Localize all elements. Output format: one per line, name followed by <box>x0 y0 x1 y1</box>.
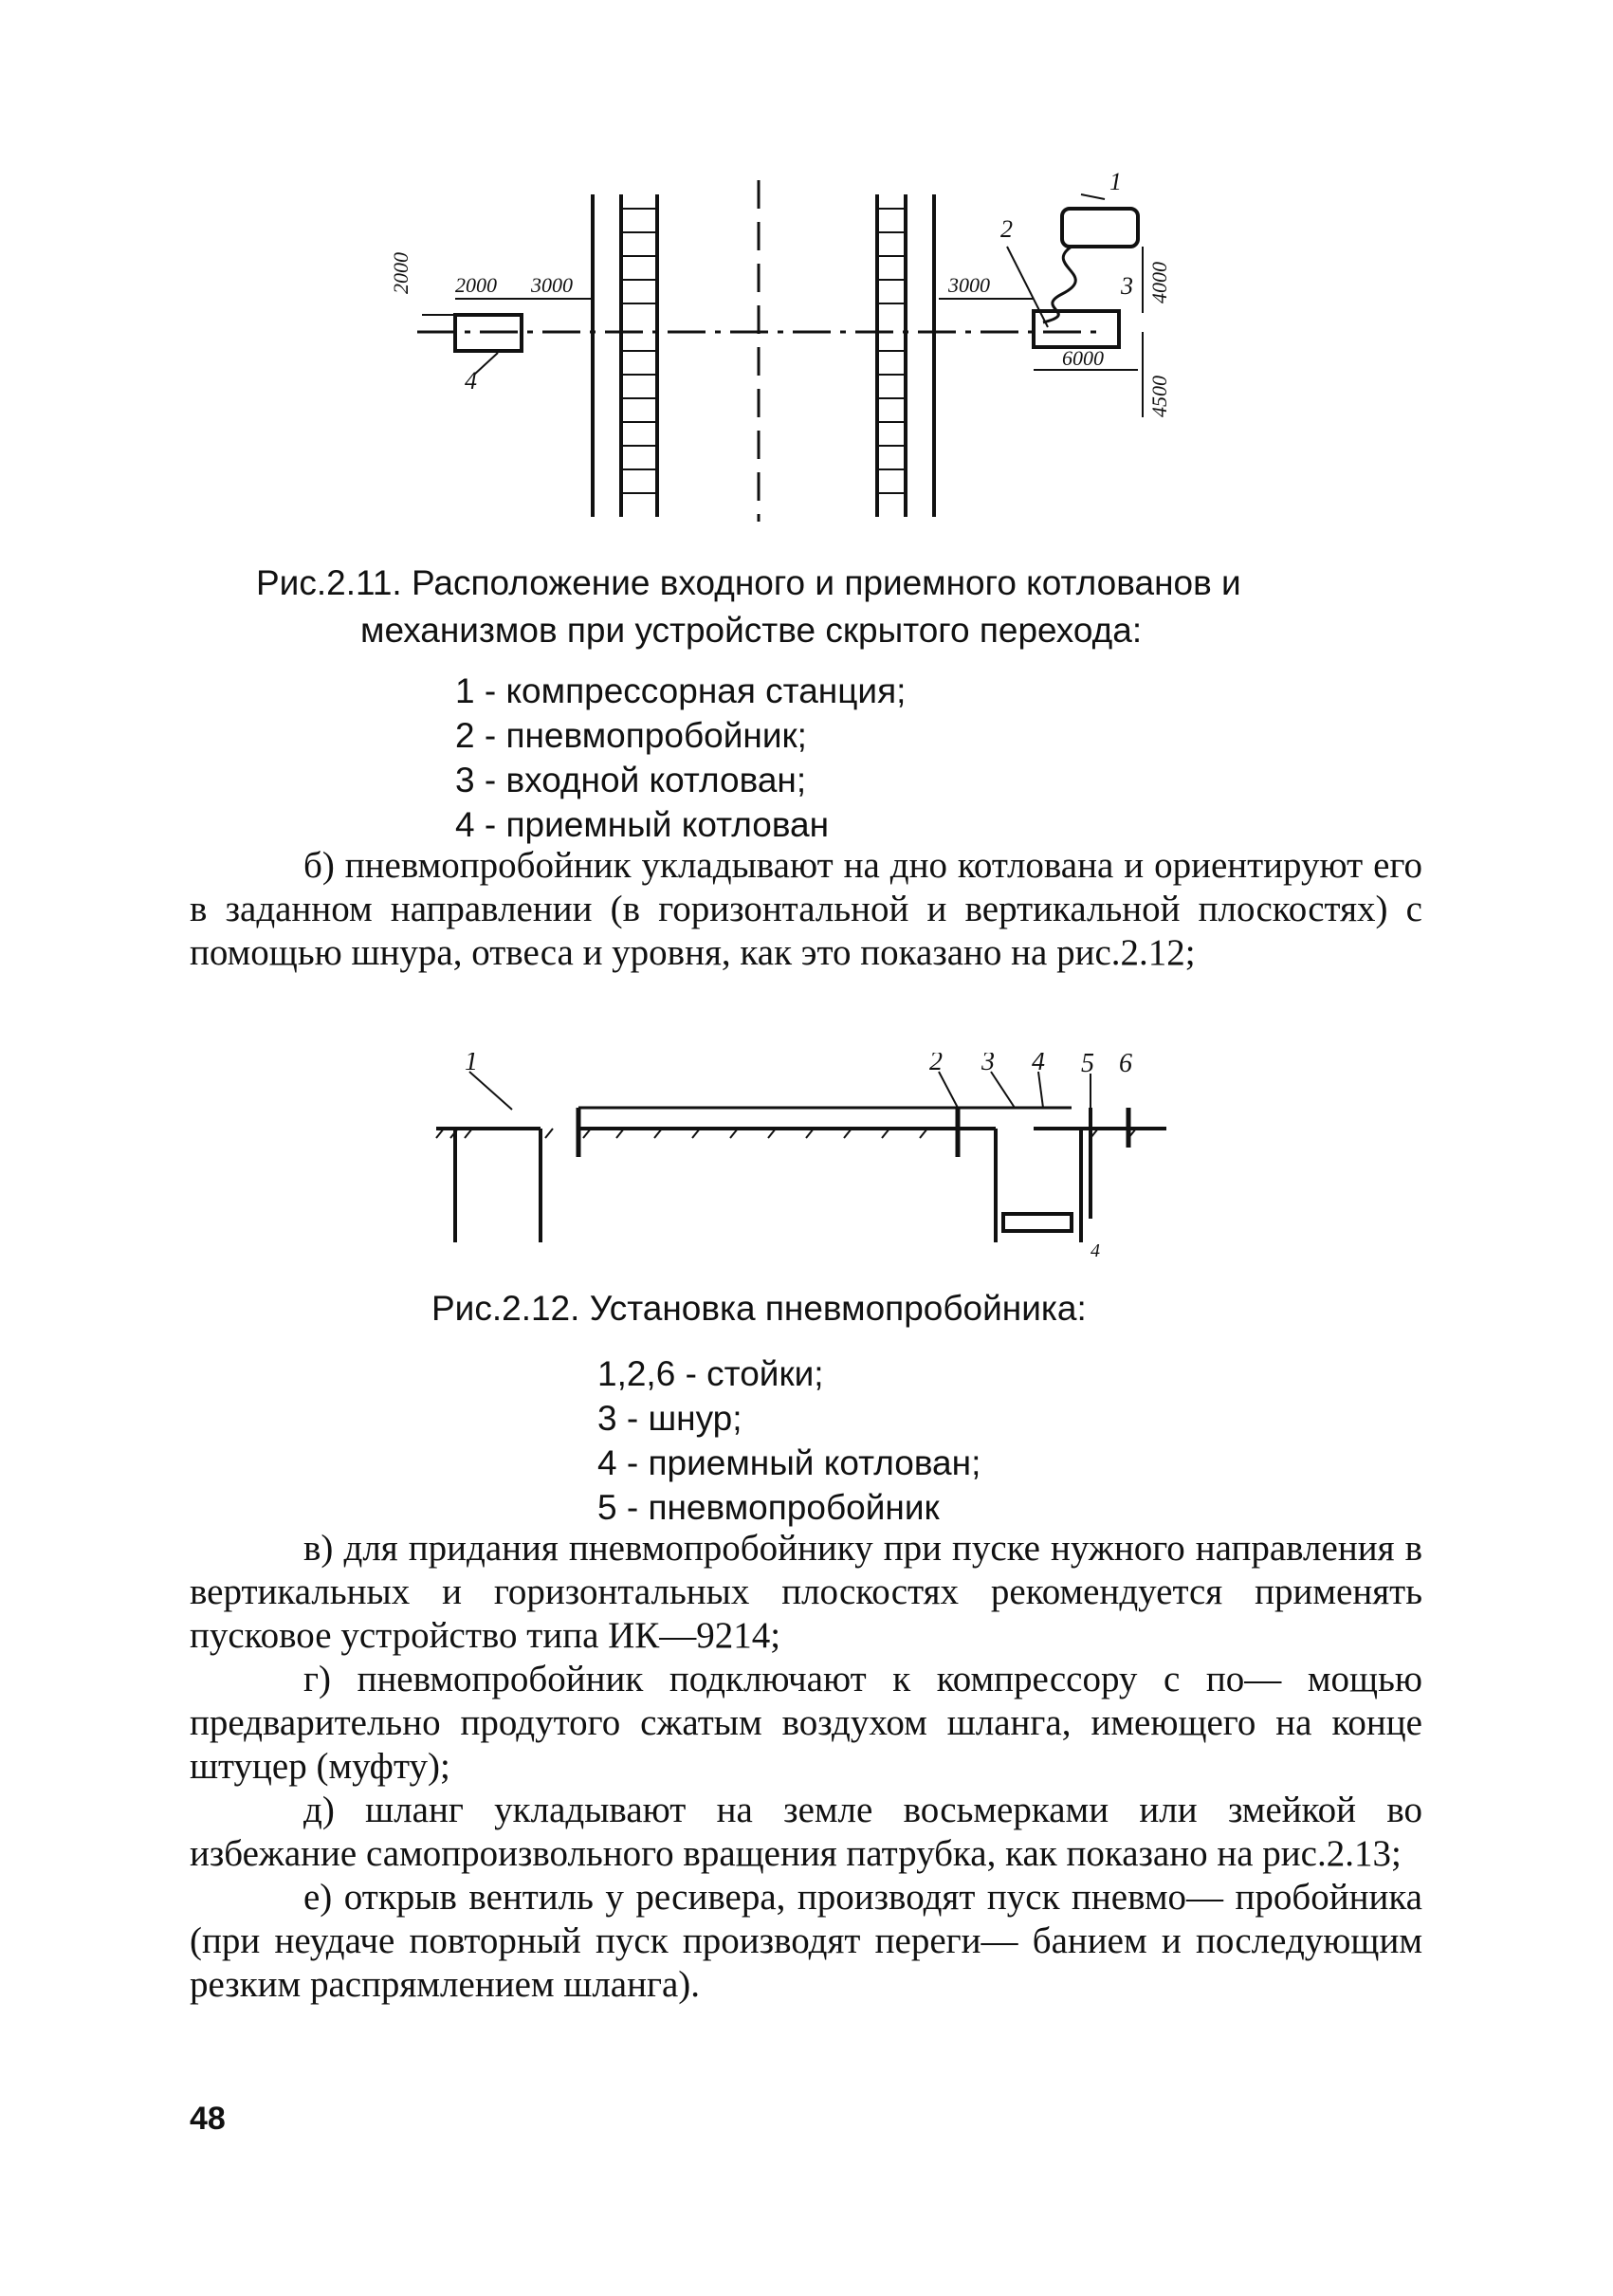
callout-3-label: 3 <box>1121 272 1133 300</box>
legend-item: 2 - пневмопробойник; <box>455 716 807 755</box>
pneumopunch-rect <box>1003 1214 1072 1231</box>
caption-line-2: механизмов при устройстве скрытого перехода: <box>360 611 1143 650</box>
paragraph-d: д) шланг укладывают на земле восьмерками или змейкой во избежание самопроизвольного вращения патрубка, как показано на рис.2.13; <box>190 1790 1422 1874</box>
legend-item: 4 - приемный котлован; <box>597 1443 981 1482</box>
compressor-body <box>1062 209 1138 247</box>
fig12-label-6: 6 <box>1119 1053 1132 1078</box>
pit-entry-rect <box>1034 311 1119 347</box>
figure-2-12-legend <box>597 1351 981 1530</box>
callout-2-label: 2 <box>1000 215 1013 243</box>
fig12-label-4-bottom: 4 <box>1091 1240 1100 1261</box>
paragraph-b-text: б) пневмопробойник укладывают на дно котлована и ориентируют его в заданном направлении (в горизонтальной и вертикальной плоскостях) с помощью шнура, отвеса и уровня, как это показано на рис.2.12; <box>190 845 1422 973</box>
callout-1-label: 1 <box>1109 168 1122 195</box>
caption-line-1: Рис.2.11. Расположение входного и приемного котлованов и <box>256 563 1241 602</box>
figure-2-12-caption: Рис.2.12. Установка пневмопробойника: <box>431 1289 1087 1328</box>
figure-2-11-diagram <box>379 104 1233 531</box>
dim-6000: 6000 <box>1062 346 1104 370</box>
legend-item: 5 - пневмопробойник <box>597 1488 940 1527</box>
figure-2-12-diagram <box>427 1053 1185 1271</box>
legend-item: 1,2,6 - стойки; <box>597 1354 824 1393</box>
paragraph-v: в) для придания пневмопробойнику при пуске нужного направления в вертикальных и горизонтальных плоскостях рекомендуется применять пусковое устройство типа ИК—9214; <box>190 1528 1422 1656</box>
paragraph-g: г) пневмопробойник подключают к компрессору с по— мощью предварительно продутого сжатым воздухом шланга, имеющего на конце штуцер (муфту); <box>190 1659 1422 1787</box>
callout-4-label: 4 <box>465 367 477 395</box>
legend-item: 1 - компрессорная станция; <box>455 671 907 710</box>
dim-4000: 4000 <box>1147 262 1171 303</box>
dim-3000-right: 3000 <box>948 273 990 297</box>
fig12-label-1: 1 <box>465 1053 478 1076</box>
legend-item: 4 - приемный котлован <box>455 805 830 844</box>
figure-2-11-legend <box>455 669 906 847</box>
body-text <box>190 1527 1422 2007</box>
dim-3000-left: 3000 <box>531 273 573 297</box>
dim-2000-horizontal: 2000 <box>455 273 497 297</box>
legend-item: 3 - входной котлован; <box>455 761 807 799</box>
fig12-label-2: 2 <box>929 1053 943 1076</box>
page-number: 48 <box>190 2101 226 2137</box>
legend-item: 3 - шнур; <box>597 1399 742 1438</box>
dim-4500: 4500 <box>1147 376 1171 417</box>
figure-2-11-caption <box>256 560 1394 654</box>
fig12-label-3: 3 <box>981 1053 995 1076</box>
paragraph-b <box>190 844 1422 975</box>
dim-2000-vertical: 2000 <box>389 252 412 294</box>
paragraph-e: е) открыв вентиль у ресивера, производят пуск пневмо— пробойника (при неудаче повторный пуск производят переги— банием и последующим резким распрямлением шланга). <box>190 1877 1422 2005</box>
fig12-label-5: 5 <box>1081 1053 1094 1078</box>
fig12-label-4: 4 <box>1032 1053 1045 1076</box>
